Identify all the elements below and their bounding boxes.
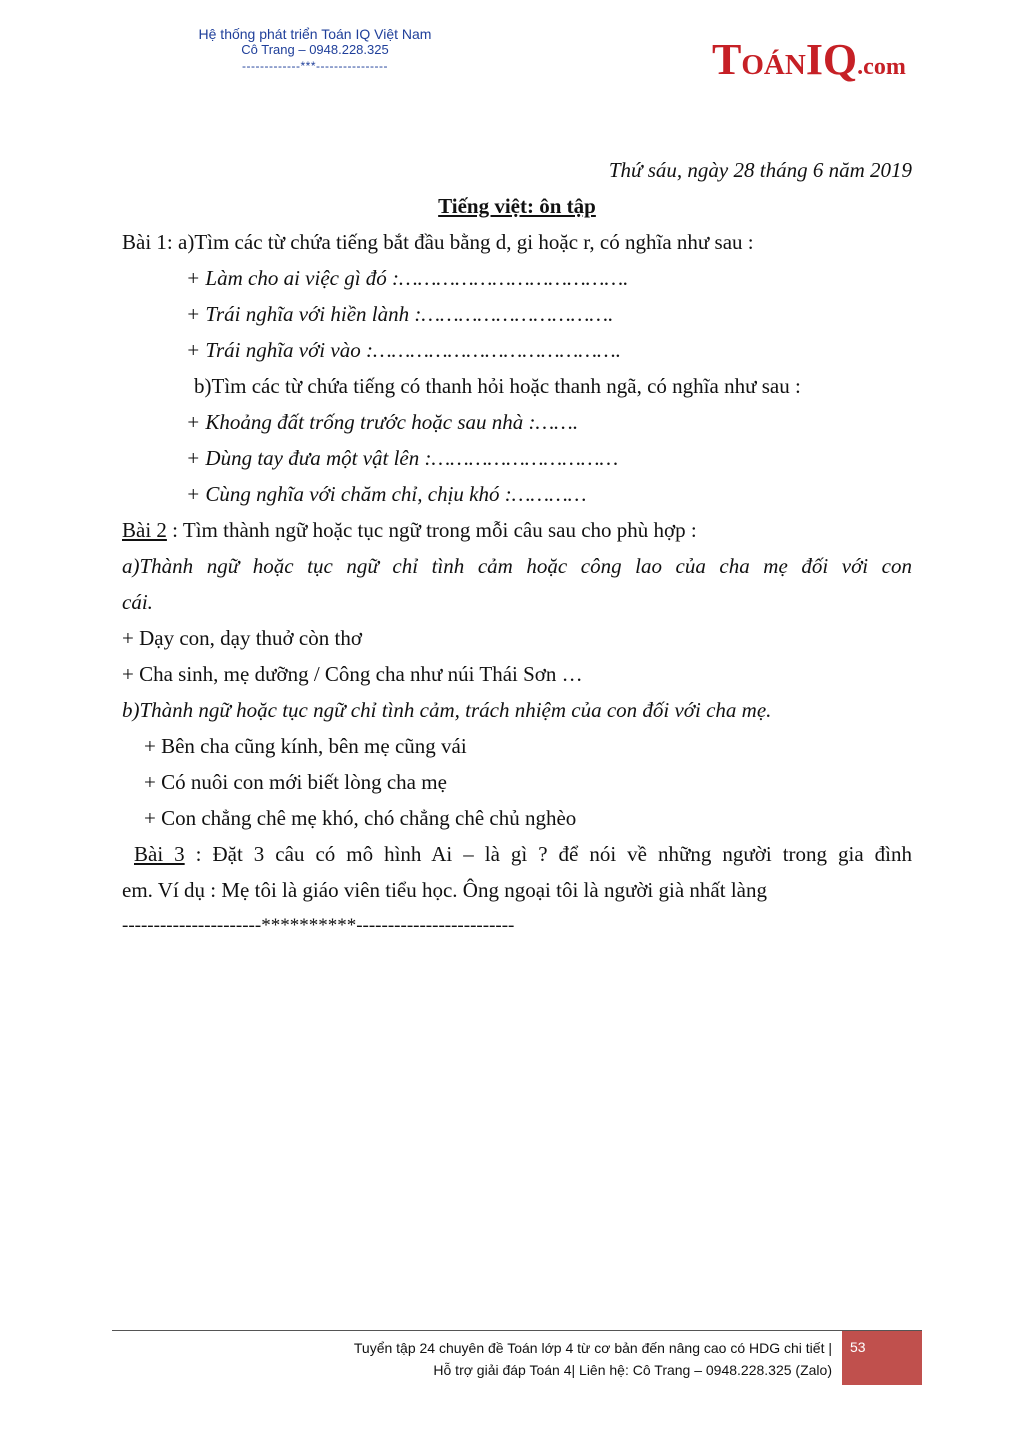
- bai1-a-prompt: Bài 1: a)Tìm các từ chứa tiếng bắt đầu bằng d, gi hoặc r, có nghĩa như sau :: [122, 230, 754, 254]
- page-number-box: [842, 1331, 922, 1385]
- page-title: Tiếng việt: ôn tập: [438, 194, 596, 218]
- page-header: [150, 26, 480, 74]
- bai1-b-item: + Dùng tay đưa một vật lên :…………………………: [186, 446, 619, 470]
- bai1-a-item: + Trái nghĩa với hiền lành :………………………….: [186, 302, 614, 326]
- page-footer: [354, 1337, 832, 1381]
- bai3-prompt: Bài 3 : Đặt 3 câu có mô hình Ai – là gì ? để nói về những người trong gia đình: [134, 842, 913, 866]
- bai2-a-prompt-cont: cái.: [122, 590, 153, 614]
- bai2-a-item: + Cha sinh, mẹ dưỡng / Công cha như núi Thái Sơn …: [122, 662, 583, 686]
- bai2-a-prompt: a)Thành ngữ hoặc tục ngữ chỉ tình cảm hoặc công lao của cha mẹ đối với con: [122, 554, 912, 578]
- header-contact: Cô Trang – 0948.228.325: [241, 42, 389, 57]
- page-number: 53: [850, 1339, 866, 1355]
- bai2-b-item: + Con chẳng chê mẹ khó, chó chẳng chê chủ nghèo: [144, 806, 577, 830]
- footer-line-1: Tuyển tập 24 chuyên đề Toán lớp 4 từ cơ bản đến nâng cao có HDG chi tiết |: [353, 1340, 832, 1356]
- bai1-b-item: + Cùng nghĩa với chăm chỉ, chịu khó :…………: [186, 482, 587, 506]
- bai3-prompt-cont: em. Ví dụ : Mẹ tôi là giáo viên tiểu học. Ông ngoại tôi là người già nhất làng: [122, 878, 767, 902]
- footer-line-2: Hỗ trợ giải đáp Toán 4| Liên hệ: Cô Trang – 0948.228.325 (Zalo): [433, 1362, 832, 1378]
- bai1-b-item: + Khoảng đất trống trước hoặc sau nhà :…….: [186, 410, 579, 434]
- header-org-name: Hệ thống phát triển Toán IQ Việt Nam: [198, 26, 432, 42]
- bai2-b-item: + Có nuôi con mới biết lòng cha mẹ: [144, 770, 447, 794]
- bai2-b-item: + Bên cha cũng kính, bên mẹ cũng vái: [144, 734, 467, 758]
- header-divider: -------------***----------------: [242, 59, 388, 73]
- worksheet-body: [122, 152, 912, 944]
- footer-rule: [112, 1330, 922, 1331]
- bai2-prompt: Bài 2 : Tìm thành ngữ hoặc tục ngữ trong mỗi câu sau cho phù hợp :: [122, 518, 697, 542]
- bai2-a-item: + Dạy con, dạy thuở còn thơ: [122, 626, 362, 650]
- bai1-a-item: + Làm cho ai việc gì đó :……………………………….: [186, 266, 629, 290]
- toaniq-logo: TOÁNIQ.com: [712, 35, 906, 84]
- date-line: Thứ sáu, ngày 28 tháng 6 năm 2019: [608, 158, 912, 182]
- bai2-b-prompt: b)Thành ngữ hoặc tục ngữ chỉ tình cảm, trách nhiệm của con đối với cha mẹ.: [122, 698, 772, 722]
- bai1-a-item: + Trái nghĩa với vào :………………………………….: [186, 338, 621, 362]
- section-separator: ----------------------**********-------------------------: [122, 915, 515, 936]
- bai1-b-prompt: b)Tìm các từ chứa tiếng có thanh hỏi hoặc thanh ngã, có nghĩa như sau :: [194, 374, 801, 398]
